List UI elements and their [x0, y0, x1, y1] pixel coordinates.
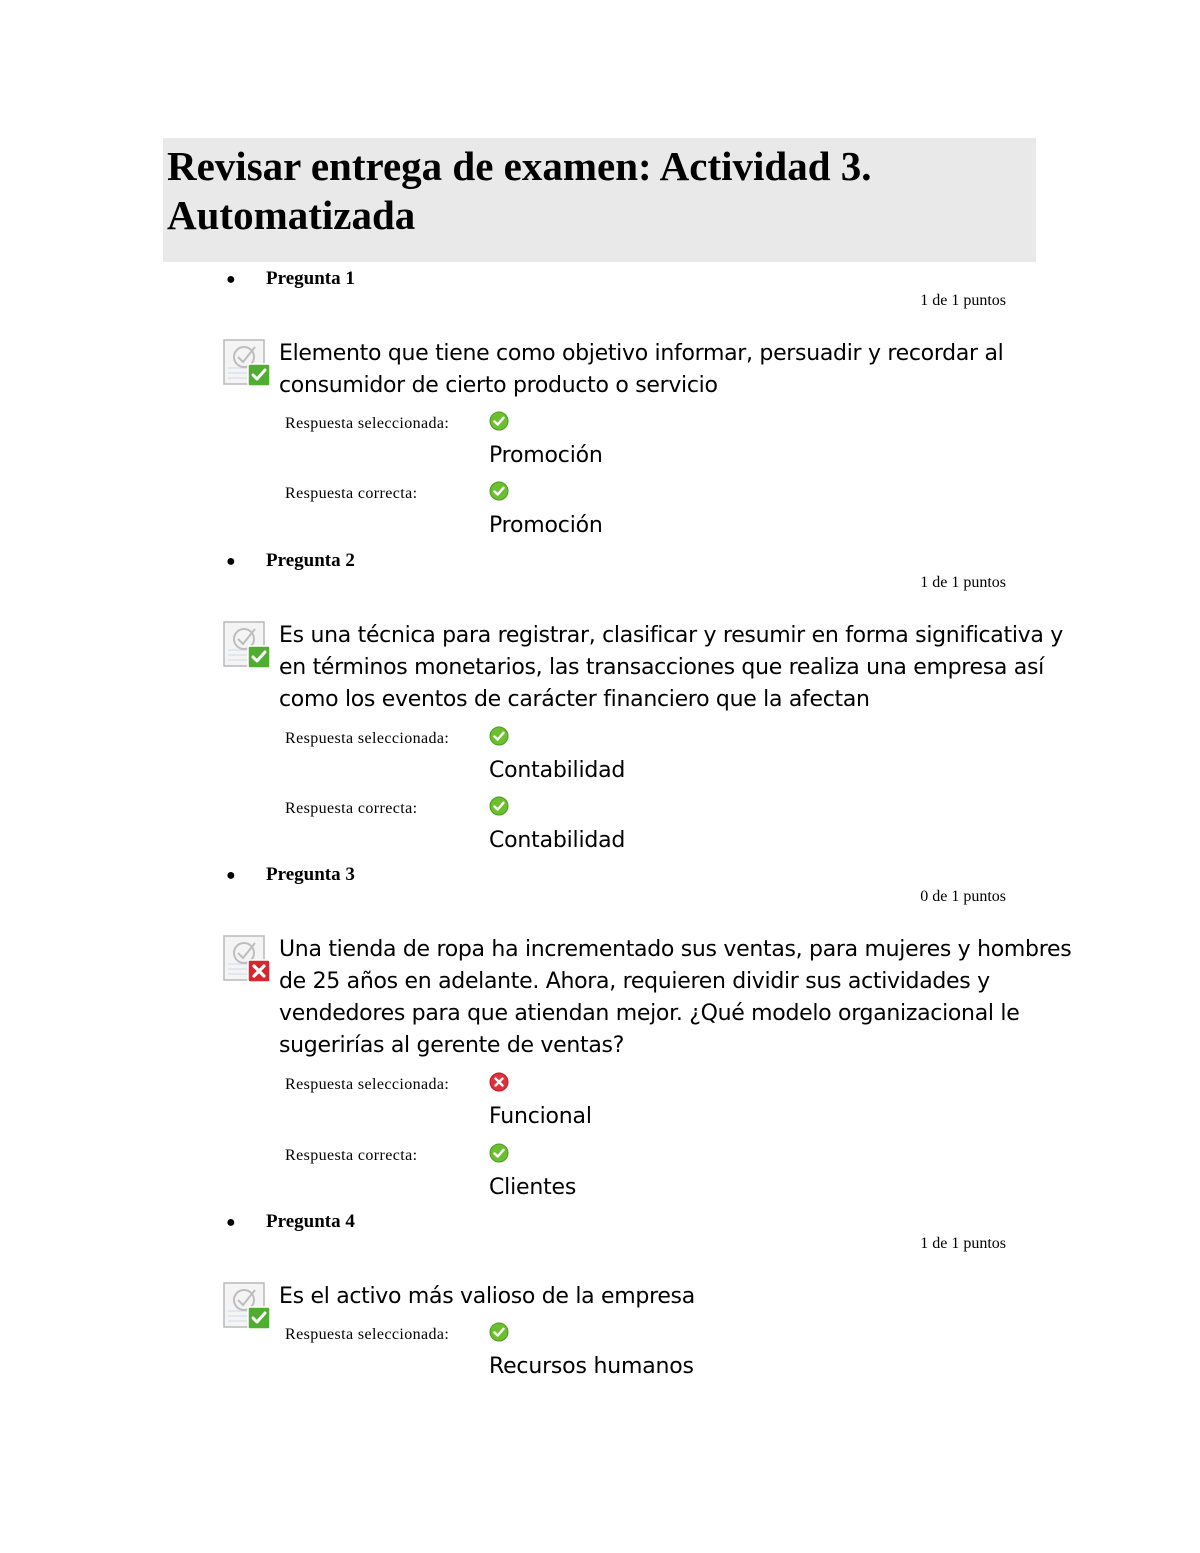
correct-answer-label: Respuesta correcta: [285, 800, 418, 817]
correct-answer-label: Respuesta correcta: [285, 485, 418, 502]
selected-answer-value: Recursos humanos [489, 1354, 694, 1379]
bullet-icon: ● [226, 553, 236, 570]
correct-check-icon [489, 411, 509, 431]
correct-answer-value: Promoción [489, 513, 603, 538]
question-heading-label: Pregunta 4 [266, 1211, 355, 1232]
bullet-icon: ● [226, 271, 236, 288]
selected-answer-row [0, 724, 1200, 794]
selected-answer-value: Contabilidad [489, 758, 626, 783]
selected-answer-value: Promoción [489, 443, 603, 468]
selected-answer-label: Respuesta seleccionada: [285, 415, 450, 432]
selected-answer-label: Respuesta seleccionada: [285, 1076, 450, 1093]
correct-answer-row [0, 479, 1200, 549]
question-text: Es una técnica para registrar, clasificar y resumir en forma significativa y en términos monetarios, las transacciones que realiza una empresa así como los eventos de carácter financiero que la afectan [279, 623, 1063, 712]
selected-answer-row [0, 409, 1200, 479]
question-heading [226, 1209, 355, 1236]
question-heading-label: Pregunta 3 [266, 864, 355, 885]
question-heading [226, 548, 355, 575]
correct-answer-value: Clientes [489, 1175, 577, 1200]
selected-answer-label: Respuesta seleccionada: [285, 1326, 450, 1343]
question-points: 0 de 1 puntos [920, 888, 1006, 905]
question-correct-icon [222, 620, 274, 672]
question-heading-label: Pregunta 2 [266, 550, 355, 571]
question-heading [226, 266, 355, 293]
question-incorrect-icon [222, 934, 274, 986]
correct-answer-row [0, 1141, 1200, 1211]
incorrect-cross-icon [489, 1072, 509, 1092]
question-heading-label: Pregunta 1 [266, 268, 355, 289]
correct-answer-value: Contabilidad [489, 828, 626, 853]
page-header [163, 138, 1036, 262]
question-text: Es el activo más valioso de la empresa [279, 1284, 695, 1309]
selected-answer-row [0, 1320, 1200, 1390]
question-points: 1 de 1 puntos [920, 292, 1006, 309]
question-correct-icon [222, 338, 274, 390]
selected-answer-row [0, 1070, 1200, 1140]
correct-answer-label: Respuesta correcta: [285, 1147, 418, 1164]
question-text: Elemento que tiene como objetivo informar, persuadir y recordar al consumidor de cierto producto o servicio [279, 341, 1004, 398]
question-points: 1 de 1 puntos [920, 1235, 1006, 1252]
question-points: 1 de 1 puntos [920, 574, 1006, 591]
question-heading [226, 862, 355, 889]
selected-answer-label: Respuesta seleccionada: [285, 730, 450, 747]
correct-check-icon [489, 1322, 509, 1342]
correct-check-icon [489, 481, 509, 501]
page-title: Revisar entrega de examen: Actividad 3. Automatizada [167, 143, 872, 238]
selected-answer-value: Funcional [489, 1104, 592, 1129]
correct-check-icon [489, 726, 509, 746]
correct-check-icon [489, 1143, 509, 1163]
bullet-icon: ● [226, 1214, 236, 1231]
correct-check-icon [489, 796, 509, 816]
correct-answer-row [0, 794, 1200, 864]
bullet-icon: ● [226, 867, 236, 884]
question-text: Una tienda de ropa ha incrementado sus ventas, para mujeres y hombres de 25 años en adelante. Ahora, requieren dividir sus actividades y vendedores para que atiendan mejor. ¿Qué modelo organizacional le sugerirías al gerente de ventas? [279, 937, 1072, 1058]
